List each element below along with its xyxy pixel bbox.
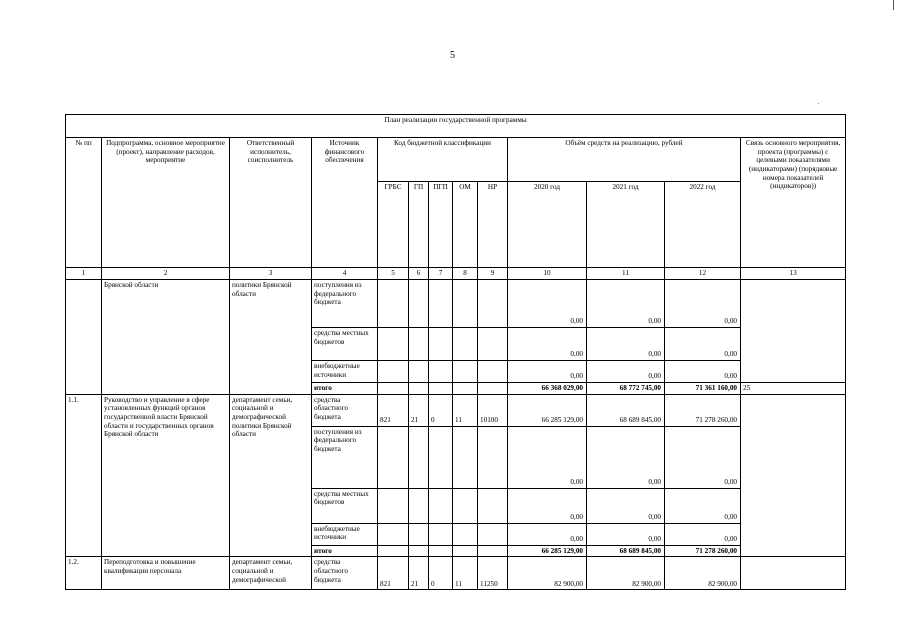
col-number: 1 [66,268,102,280]
header-om: ОМ [453,182,478,268]
amount-2020: 66 285 129,00 [508,545,587,557]
header-executor: Ответственный исполнитель, соисполнитель [230,138,312,268]
amount-2021: 68 772 745,00 [587,383,665,395]
amount-2021: 0,00 [587,280,665,328]
header-source: Источник финансового обеспечения [312,138,378,268]
code-nr: 11250 [478,557,508,590]
scan-speck [818,103,819,104]
funding-source: внебюджетные источники [312,361,378,383]
table-row [66,280,846,328]
scan-edge-mark [893,0,894,10]
col-number: 6 [409,268,429,280]
col-number: 10 [508,268,587,280]
amount-2020: 0,00 [508,280,587,328]
code-gp: 21 [409,394,429,426]
amount-2022: 71 278 260,00 [665,545,741,557]
amount-2021: 0,00 [587,523,665,545]
funding-source: итого [312,383,378,395]
header-activity: Подпрограмма, основное мероприятие (проект), направление расходов, мероприятие [102,138,230,268]
amount-2020: 0,00 [508,361,587,383]
code-pgp: 0 [429,394,453,426]
indicator-link [741,280,846,383]
program-plan-table [65,114,846,590]
amount-2022: 0,00 [665,280,741,328]
amount-2021: 0,00 [587,488,665,523]
col-number: 11 [587,268,665,280]
header-indicator-link: Связь основного мероприятия, проекта (программы) с целевыми показателями (индикаторами) (порядковые номера показателей (индикаторов)) [741,138,846,268]
table-row [66,557,846,590]
col-number: 9 [478,268,508,280]
header-year-2021: 2021 год [587,182,665,268]
amount-2022: 82 900,00 [665,557,741,590]
table-title: План реализации государственной программы [66,115,846,138]
amount-2021: 0,00 [587,426,665,488]
code-grbs: 821 [378,557,409,590]
code-grbs: 821 [378,394,409,426]
code-om: 11 [453,394,478,426]
col-number: 12 [665,268,741,280]
funding-source: средства местных бюджетов [312,488,378,523]
column-number-row [66,268,846,280]
indicator-link [741,394,846,557]
header-nr: НР [478,182,508,268]
amount-2022: 0,00 [665,426,741,488]
header-num: № пп [66,138,102,268]
header-pgp: ПГП [429,182,453,268]
amount-2020: 0,00 [508,523,587,545]
activity-name: Переподготовка и повышение квалификации персонала [102,557,230,590]
code-nr: 10100 [478,394,508,426]
amount-2021: 68 689 845,00 [587,394,665,426]
code-pgp: 0 [429,557,453,590]
amount-2021: 0,00 [587,328,665,361]
code-gp: 21 [409,557,429,590]
col-number: 13 [741,268,846,280]
amount-2022: 0,00 [665,488,741,523]
amount-2022: 71 278 260,00 [665,394,741,426]
row-number: 1.2. [66,557,102,590]
activity-name: Руководство и управление в сфере установленных функций органов государственной власти Брянской области и государственных органов Брянской области [102,394,230,557]
amount-2020: 82 900,00 [508,557,587,590]
amount-2020: 0,00 [508,328,587,361]
amount-2021: 82 900,00 [587,557,665,590]
funding-source: поступления из федерального бюджета [312,426,378,488]
amount-2022: 0,00 [665,361,741,383]
row-number [66,280,102,395]
row-number: 1.1. [66,394,102,557]
funding-source: средства областного бюджета [312,557,378,590]
col-number: 4 [312,268,378,280]
executor-name: политики Брянской области [230,280,312,395]
indicator-link [741,557,846,590]
funding-source: внебюджетные источники [312,523,378,545]
table-row [66,394,846,426]
amount-2021: 68 689 845,00 [587,545,665,557]
funding-source: средства местных бюджетов [312,328,378,361]
activity-name: Брянской области [102,280,230,395]
funding-source: поступления из федерального бюджета [312,280,378,328]
code-om: 11 [453,557,478,590]
amount-2022: 71 361 160,00 [665,383,741,395]
col-number: 2 [102,268,230,280]
col-number: 7 [429,268,453,280]
amount-2020: 0,00 [508,488,587,523]
funding-source: итого [312,545,378,557]
col-number: 3 [230,268,312,280]
header-funding-volume: Объём средств на реализацию, рублей [508,138,741,182]
header-budget-code: Код бюджетной классификации [378,138,508,182]
col-number: 5 [378,268,409,280]
header-gp: ГП [409,182,429,268]
funding-source: средства областного бюджета [312,394,378,426]
amount-2020: 66 368 029,00 [508,383,587,395]
amount-2020: 0,00 [508,426,587,488]
executor-name: департамент семьи, социальной и демографической политики Брянской области [230,394,312,557]
header-grbs: ГРБС [378,182,409,268]
header-year-2022: 2022 год [665,182,741,268]
executor-name: департамент семьи, социальной и демографической [230,557,312,590]
amount-2021: 0,00 [587,361,665,383]
header-year-2020: 2020 год [508,182,587,268]
col-number: 8 [453,268,478,280]
amount-2020: 66 285 129,00 [508,394,587,426]
amount-2022: 0,00 [665,328,741,361]
indicator-link: 25 [741,383,846,395]
amount-2022: 0,00 [665,523,741,545]
page-number: 5 [450,50,455,61]
